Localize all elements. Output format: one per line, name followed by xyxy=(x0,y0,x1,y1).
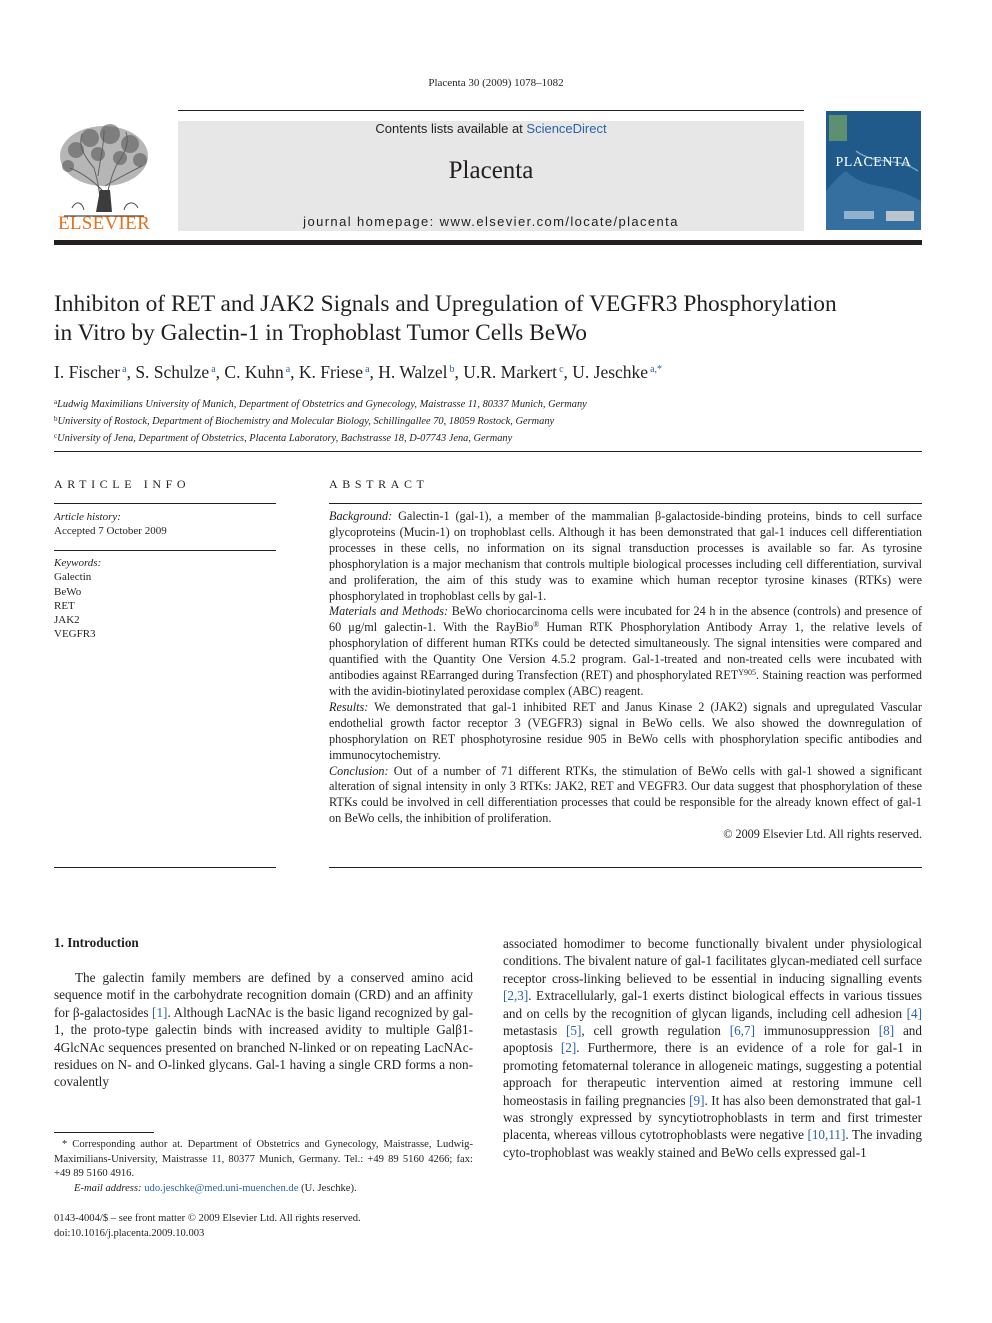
abstract-background: Background: Galectin-1 (gal-1), a member of the mammalian β-galactoside-binding proteins, binds to cell surface glycoproteins (Mucin-1) on trophoblast cells. Although it has been demonstrated that gal-1 induces cell differentiation processes in these cells, no information on its signal transduction processes is available so far. As tyrosine phosphorylation is a major mechanism that controls multiple biological processes including cell differentiation, survival and proliferation, the aim of this study was to examine which human receptor tyrosine kinases (RTKs) were phosphorylated in trophoblast cells by gal-1. xyxy=(329,509,922,603)
footnote-rule xyxy=(54,1132,154,1133)
author-separator: , xyxy=(454,362,464,382)
author-name: I. Fischer xyxy=(54,362,121,382)
keyword-item: RET xyxy=(54,599,75,612)
keyword-item: Galectin xyxy=(54,571,92,584)
author-affiliation-mark[interactable]: b xyxy=(449,364,455,375)
title-block-rule xyxy=(54,451,922,452)
citation-link[interactable]: [5] xyxy=(566,1023,582,1039)
author-separator: , xyxy=(290,362,299,382)
abstract-results: Results: We demonstrated that gal-1 inhibited RET and Janus Kinase 2 (JAK2) signals and upregulated Vascular endothelial growth factor receptor 3 (VEGFR3) signal in BeWo cells. We also showed the downregulation of phosphorylation on RET phosphotyrosine residue 905 in BeWo cells with phosphorylation specific antibodies and immunocytochemistry. xyxy=(329,699,922,762)
body-text: The galectin family members are defined by a conserved amino acid sequence motif in the carbohydrate recognition domain (CRD) and an affinity for β-galactosides xyxy=(54,970,473,1020)
masthead-top-rule xyxy=(178,110,804,111)
body-text: . Furthermore, there is an evidence of a role for gal-1 in promoting fetomaternal tolerance in allogeneic matings, suggesting a potential approach for therapeutic intervention aimed at restoring immune cell homeostasis in failing pregnancies xyxy=(503,1040,922,1108)
author-separator: , xyxy=(369,362,379,382)
affiliation-label: b xyxy=(54,415,58,423)
author-name: S. Schulze xyxy=(135,362,210,382)
affiliation-item xyxy=(54,429,934,446)
history-accepted: Accepted 7 October 2009 xyxy=(54,525,167,538)
author-name: U. Jeschke xyxy=(572,362,649,382)
footnote-corresponding: * Corresponding author at. Department of Obstetrics and Gynecology, Maistrasse, Ludwig-Maximilians-University, Maistrasse 11, 80377 Munich, Germany. Tel.: +49 89 5160 4266; fax: +49 89 5160 4916. xyxy=(54,1139,473,1179)
body-text: and apoptosis xyxy=(503,1023,922,1056)
paper-title-line-2: in Vitro by Galectin-1 in Trophoblast Tumor Cells BeWo xyxy=(54,320,587,346)
article-info-rule xyxy=(54,867,276,868)
keyword-item: BeWo xyxy=(54,585,82,598)
body-text: . It has also been demonstrated that gal-1 was strongly expressed by syncytiotrophoblasts in term and first trimester placenta, whereas villous cytotrophoblasts were negative xyxy=(503,1092,922,1143)
body-text: . The invading cyto-trophoblast was weakly stained and BeWo cells expressed gal-1 xyxy=(503,1127,922,1160)
abstract-copyright: © 2009 Elsevier Ltd. All rights reserved. xyxy=(723,827,922,842)
abstract-conclusion: Conclusion: Out of a number of 71 different RTKs, the stimulation of BeWo cells with gal-1 showed a significant alteration of signal intensity in only 3 RTKs: JAK2, RET and VEGFR3. Our data suggest that phosphorylation of these RTKs could be involved in cell differentiation processes that could be responsible for the already known effect of gal-1 on BeWo cells, the inhibition of proliferation. xyxy=(329,763,922,826)
abstract-heading: ABSTRACT xyxy=(329,477,429,491)
abstract-rule xyxy=(329,503,922,504)
front-matter-meta xyxy=(54,1212,473,1241)
body-text: . Although LacNAc is the basic ligand recognized by gal-1, the proto-type galectin binds with increased avidity to multiple Galβ1-4GlcNAc sequences presented on branched N-linked or on repeating LacNAc-residues on N- and O-linked glycans. Gal-1 having a single CRD forms a non-covalently xyxy=(54,1004,473,1090)
affiliation-text: University of Rostock, Department of Biochemistry and Molecular Biology, Schillingallee 70, 18059 Rostock, Germany xyxy=(57,416,555,427)
body-text: immunosuppression xyxy=(754,1023,879,1039)
affiliation-text: Ludwig Maximilians University of Munich, Department of Obstetrics and Gynecology, Maistrasse 11, 80337 Munich, Germany xyxy=(57,399,587,410)
introduction-heading: 1. Introduction xyxy=(54,935,139,950)
abstract-body xyxy=(329,509,922,843)
paper-title xyxy=(54,290,934,348)
elsevier-wordmark: ELSEVIER xyxy=(57,213,151,234)
body-text: . Extracellularly, gal-1 exerts distinct biological effects in various tissues and on cells by the recognition of glycan ligands, including cell adhesion xyxy=(503,988,922,1021)
citation-link[interactable]: [2] xyxy=(560,1040,577,1056)
citation-link[interactable]: [8] xyxy=(878,1023,895,1039)
introduction-left-column xyxy=(54,969,473,1091)
author-separator: , xyxy=(126,362,136,382)
affiliation-item xyxy=(54,412,934,429)
journal-cover-thumbnail xyxy=(826,111,921,230)
citation-link[interactable]: [10,11] xyxy=(807,1127,846,1143)
body-paragraph xyxy=(54,969,473,1091)
affiliation-label: c xyxy=(54,432,58,440)
author-separator: , xyxy=(215,362,225,382)
affiliation-item xyxy=(54,395,934,412)
abstract-rule xyxy=(329,867,922,868)
citation-link[interactable]: [1] xyxy=(152,1004,168,1020)
citation-link[interactable]: [2,3] xyxy=(503,988,529,1004)
sciencedirect-link[interactable]: ScienceDirect xyxy=(526,121,607,136)
keywords xyxy=(54,556,276,642)
doi-line: doi:10.1016/j.placenta.2009.10.003 xyxy=(54,1227,205,1239)
author-name: H. Walzel xyxy=(378,362,448,382)
citation-link[interactable]: [6,7] xyxy=(729,1023,755,1039)
author-affiliation-mark[interactable]: a xyxy=(365,364,370,375)
contents-prefix: Contents lists available at xyxy=(375,121,527,136)
article-info-rule xyxy=(54,550,276,551)
email-suffix: (U. Jeschke). xyxy=(298,1182,357,1194)
author-list xyxy=(54,362,934,383)
corresponding-author-footnote xyxy=(54,1138,473,1196)
paper-title-line-1: Inhibiton of RET and JAK2 Signals and Upregulation of VEGFR3 Phosphorylation xyxy=(54,291,837,317)
affiliation-list xyxy=(54,395,934,446)
author-name: U.R. Markert xyxy=(463,362,558,382)
abstract-methods: Materials and Methods: BeWo choriocarcinoma cells were incubated for 24 h in the absence (controls) and presence of 60 μg/ml galectin-1. With the RayBio® Human RTK Phosphorylation Antibody Array 1, the relative levels of phosphorylation of different human RTKs could be detected simultaneously. The signal intensities were compared and quantified with the Quantity One Version 4.5.2 program. Gal-1-treated and non-treated cells were incubated with antibodies against REarranged during Transfection (RET) and phosphorylated $RET^{Y905}$. Staining reaction was performed with the avidin-biotinylated peroxidase complex (ABC) reagent. xyxy=(329,604,922,698)
keyword-item: JAK2 xyxy=(54,614,80,627)
author-name: K. Friese xyxy=(298,362,364,382)
email-label: E-mail address: xyxy=(74,1182,142,1194)
body-text: associated homodimer to become functionally bivalent under physiological conditions. The bivalent nature of gal-1 facilitates glycan-mediated cell surface receptor cross-linking believed to be essential in inducing signalling events xyxy=(503,936,922,986)
article-info-heading: ARTICLE INFO xyxy=(54,477,191,491)
email-link[interactable]: udo.jeschke@med.uni-muenchen.de xyxy=(144,1182,299,1194)
author-affiliation-mark[interactable]: a xyxy=(285,364,291,375)
cover-title: PLACENTA xyxy=(835,155,912,170)
author-separator: , xyxy=(563,362,573,382)
affiliation-text: University of Jena, Department of Obstetrics, Placenta Laboratory, Bachstrasse 18, D-07743 Jena, Germany xyxy=(57,433,513,444)
affiliation-label: a xyxy=(54,398,58,406)
author-affiliation-mark[interactable]: a xyxy=(122,364,127,375)
author-affiliation-mark[interactable]: c xyxy=(559,364,564,375)
running-head: Placenta 30 (2009) 1078–1082 xyxy=(428,77,564,89)
author-affiliation-mark[interactable]: a,* xyxy=(650,364,663,375)
issn-line: 0143-4004/$ – see front matter © 2009 Elsevier Ltd. All rights reserved. xyxy=(54,1213,361,1224)
article-info-rule xyxy=(54,503,276,504)
contents-available-line xyxy=(178,121,804,136)
header-thick-rule xyxy=(54,240,922,245)
citation-link[interactable]: [4] xyxy=(906,1005,922,1021)
article-history xyxy=(54,510,276,539)
author-name: C. Kuhn xyxy=(224,362,284,382)
citation-link[interactable]: [9] xyxy=(689,1092,705,1108)
body-paragraph xyxy=(503,935,922,1161)
journal-homepage[interactable]: journal homepage: www.elsevier.com/locate/placenta xyxy=(303,214,679,229)
introduction-right-column xyxy=(503,935,922,1161)
keyword-item: VEGFR3 xyxy=(54,628,96,641)
body-text: , cell growth regulation xyxy=(581,1023,730,1039)
body-text: metastasis xyxy=(503,1023,566,1039)
history-label: Article history: xyxy=(54,511,121,523)
keywords-label: Keywords: xyxy=(54,557,102,569)
author-affiliation-mark[interactable]: a xyxy=(211,364,216,375)
journal-name: Placenta xyxy=(448,157,534,184)
